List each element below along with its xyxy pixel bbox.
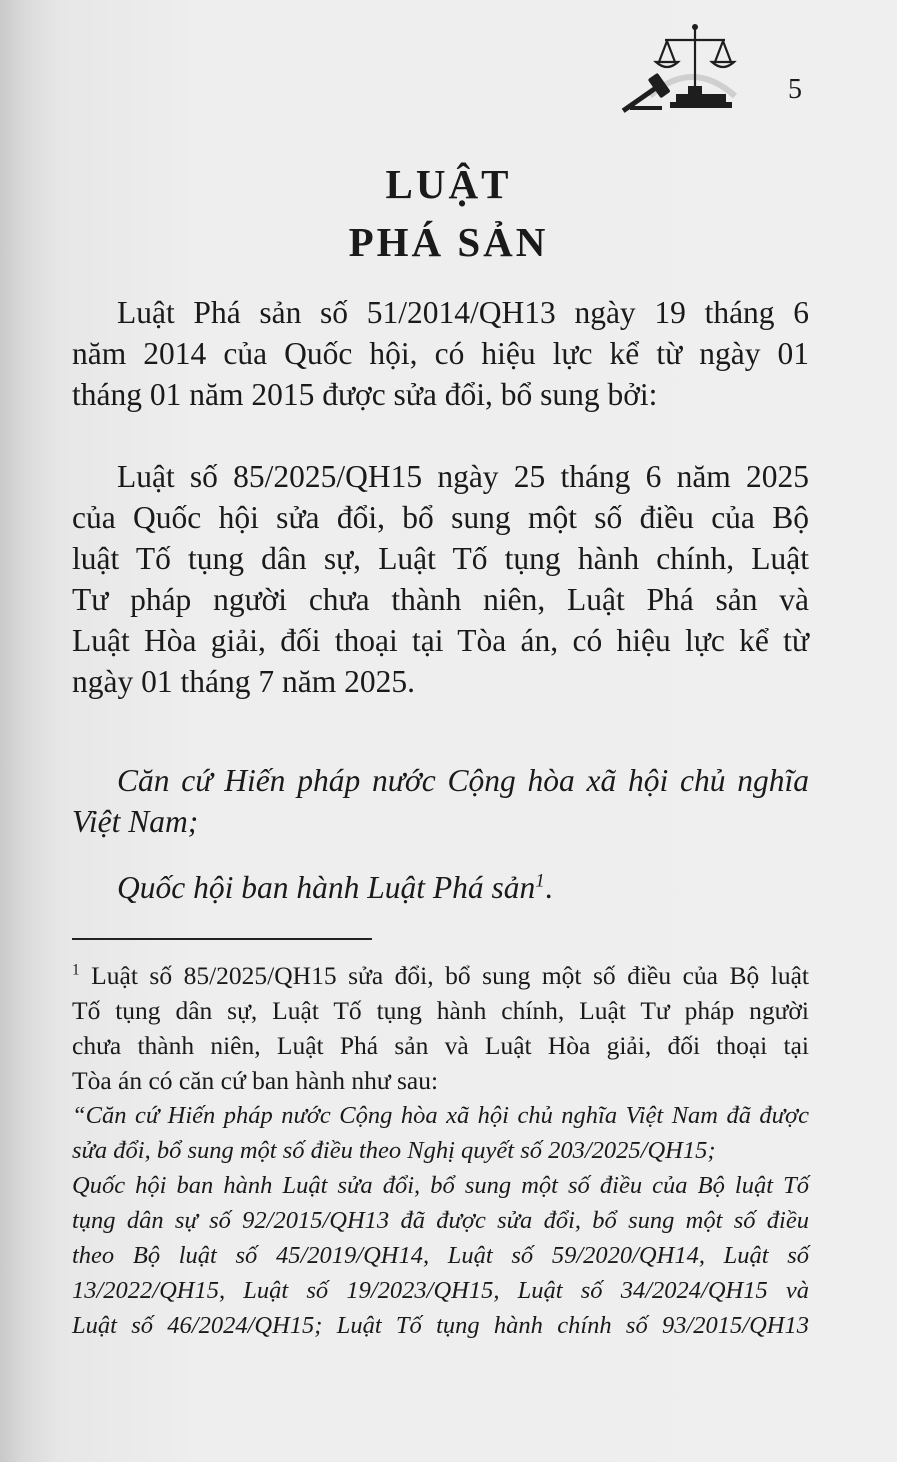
text-line: sửa đổi, bổ sung một số điều theo Nghị quyết số 203/2025/QH15; — [72, 1137, 716, 1164]
footnote-reference: 1 — [535, 870, 545, 892]
text-line: Luật Phá sản số 51/2014/QH13 ngày 19 tháng 6 — [117, 295, 809, 330]
text-line: tháng 01 năm 2015 được sửa đổi, bổ sung bởi: — [72, 377, 658, 412]
footnote-divider — [72, 938, 372, 940]
footnote — [72, 958, 809, 1343]
text-line — [72, 867, 809, 908]
text-line: Tố tụng dân sự, Luật Tố tụng hành chính, Luật Tư pháp người — [72, 996, 809, 1025]
scales-of-justice-and-gavel-icon — [610, 18, 775, 113]
enactment-paragraph — [72, 867, 809, 908]
intro-paragraph-2 — [72, 456, 809, 702]
text-line: Việt Nam; — [72, 804, 199, 839]
text-line: Quốc hội ban hành Luật sửa đổi, bổ sung một số điều của Bộ luật Tố — [72, 1172, 809, 1199]
enactment-text: Quốc hội ban hành Luật Phá sản — [117, 870, 536, 905]
text-line: luật Tố tụng dân sự, Luật Tố tụng hành chính, Luật — [72, 541, 809, 576]
text-line: Luật số 85/2025/QH15 ngày 25 tháng 6 năm 2025 — [117, 459, 809, 494]
text-line: “Căn cứ Hiến pháp nước Cộng hòa xã hội chủ nghĩa Việt Nam đã được — [72, 1102, 809, 1129]
footnote-mark: 1 — [72, 961, 80, 979]
law-title: LUẬT — [385, 161, 512, 207]
text-line: năm 2014 của Quốc hội, có hiệu lực kể từ ngày 01 — [72, 336, 809, 371]
text-line: Tư pháp người chưa thành niên, Luật Phá sản và — [72, 582, 809, 617]
enactment-period: . — [544, 870, 553, 905]
page-number: 5 — [788, 74, 802, 105]
text-line: Căn cứ Hiến pháp nước Cộng hòa xã hội chủ nghĩa — [117, 763, 809, 798]
text-line: tụng dân sự số 92/2015/QH13 đã được sửa đổi, bổ sung một số điều — [72, 1207, 809, 1234]
text-line: chưa thành niên, Luật Phá sản và Luật Hòa giải, đối thoại tại — [72, 1031, 809, 1060]
text-line: Luật Hòa giải, đối thoại tại Tòa án, có hiệu lực kể từ — [72, 623, 809, 658]
text-line — [72, 958, 809, 993]
text-line: ngày 01 tháng 7 năm 2025. — [72, 664, 415, 699]
text-line: Luật số 46/2024/QH15; Luật Tố tụng hành chính số 93/2015/QH13 — [72, 1312, 809, 1339]
text-line: của Quốc hội sửa đổi, bổ sung một số điều của Bộ — [72, 500, 809, 535]
intro-paragraph-1 — [72, 292, 809, 415]
law-subtitle: PHÁ SẢN — [348, 219, 549, 265]
text: Luật số 85/2025/QH15 sửa đổi, bổ sung một số điều của Bộ luật — [91, 961, 809, 990]
basis-paragraph — [72, 760, 809, 842]
text-line: Tòa án có căn cứ ban hành như sau: — [72, 1066, 439, 1095]
text-line: theo Bộ luật số 45/2019/QH14, Luật số 59/2020/QH14, Luật số — [72, 1242, 809, 1269]
text-line: 13/2022/QH15, Luật số 19/2023/QH15, Luật số 34/2024/QH15 và — [72, 1277, 809, 1304]
